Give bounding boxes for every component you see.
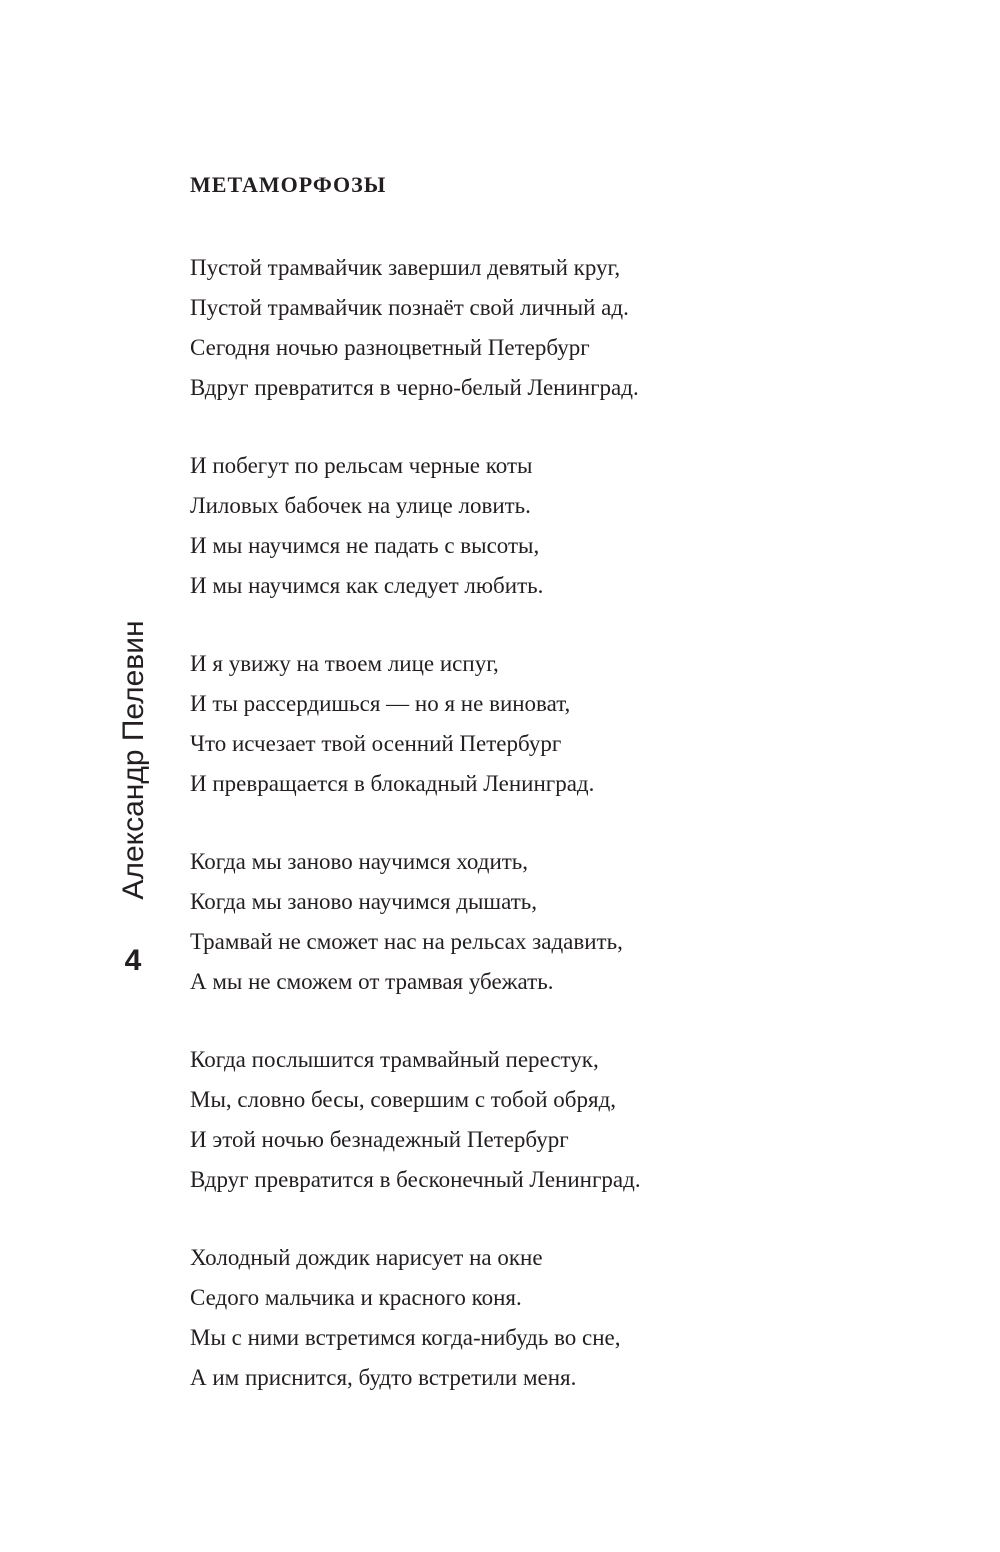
poem-line: Пустой трамвайчик завершил девятый круг, xyxy=(190,255,621,280)
stanza xyxy=(190,248,890,408)
poem-line: И превращается в блокадный Ленинград. xyxy=(190,771,595,796)
poem-line: Холодный дождик нарисует на окне xyxy=(190,1245,543,1270)
poem-line: Седого мальчика и красного коня. xyxy=(190,1285,522,1310)
poem-line: И побегут по рельсам черные коты xyxy=(190,453,533,478)
poem-line: А им приснится, будто встретили меня. xyxy=(190,1365,577,1390)
page-number: 4 xyxy=(124,944,142,977)
poem-title: МЕТАМОРФОЗЫ xyxy=(190,172,387,197)
poem-line: А мы не сможем от трамвая убежать. xyxy=(190,969,554,994)
poem-line: И я увижу на твоем лице испуг, xyxy=(190,651,499,676)
poem-line: Мы, словно бесы, совершим с тобой обряд, xyxy=(190,1087,617,1112)
stanza xyxy=(190,1040,890,1200)
stanza xyxy=(190,1238,890,1398)
poem-line: Когда мы заново научимся ходить, xyxy=(190,849,529,874)
running-head-author: Александр Пелевин xyxy=(117,620,150,900)
poem-body xyxy=(190,248,890,1436)
poem-line: Лиловых бабочек на улице ловить. xyxy=(190,493,531,518)
poem-line: Сегодня ночью разноцветный Петербург xyxy=(190,335,590,360)
stanza xyxy=(190,842,890,1002)
poem-line: И мы научимся как следует любить. xyxy=(190,573,544,598)
poem-line: И этой ночью безнадежный Петербург xyxy=(190,1127,569,1152)
stanza xyxy=(190,446,890,606)
poem-line: Вдруг превратится в бесконечный Ленинград. xyxy=(190,1167,641,1192)
poem-line: Когда послышится трамвайный перестук, xyxy=(190,1047,599,1072)
poem-line: И мы научимся не падать с высоты, xyxy=(190,533,540,558)
poem-line: Трамвай не сможет нас на рельсах задавить, xyxy=(190,929,623,954)
poem-line: Когда мы заново научимся дышать, xyxy=(190,889,538,914)
poem-line: Что исчезает твой осенний Петербург xyxy=(190,731,562,756)
poem-line: Пустой трамвайчик познаёт свой личный ад. xyxy=(190,295,629,320)
poem-line: Мы с ними встретимся когда-нибудь во сне, xyxy=(190,1325,621,1350)
poem-line: Вдруг превратится в черно-белый Ленинград. xyxy=(190,375,639,400)
poem-line: И ты рассердишься — но я не виноват, xyxy=(190,691,571,716)
stanza xyxy=(190,644,890,804)
